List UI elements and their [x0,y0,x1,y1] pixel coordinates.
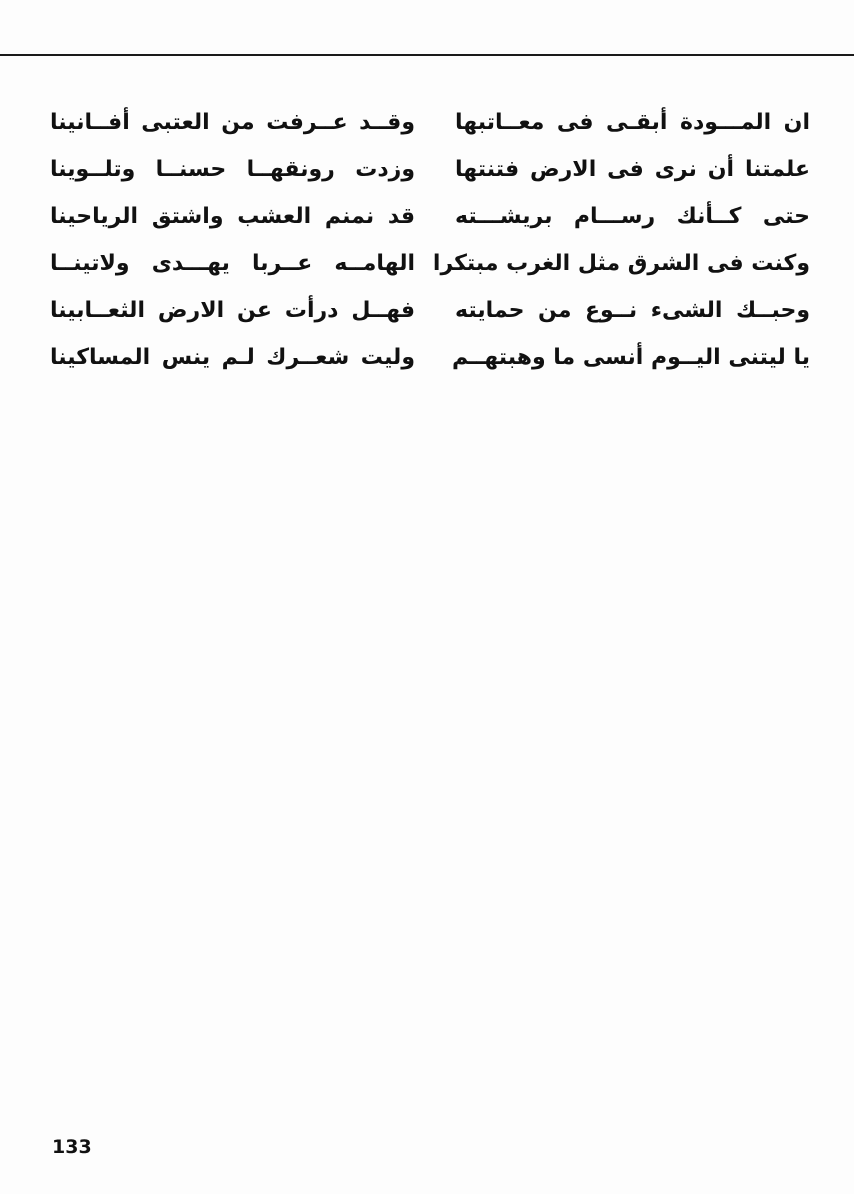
verse-first-hemistich: علمتنا أن نرى فى الارض فتنتها [455,157,810,182]
verse-line [50,100,810,146]
verse-first-hemistich: يا ليتنى اليــوم أنسى ما وهبتهــم [451,345,810,370]
verse-first-hemistich: ان المـــودة أبقـى فى معــاتبها [455,110,810,135]
verse-line [50,241,810,287]
verse-first-hemistich: حتى كــأنك رســـام بريشـــته [455,204,810,229]
page-number: 133 [52,1136,92,1158]
verse-second-hemistich: وزدت رونقهــا حسنــا وتلــوينا [50,157,415,182]
verse-second-hemistich: وقــد عــرفت من العتبى أفــانينا [50,110,415,135]
verse-line [50,335,810,381]
verse-second-hemistich: فهــل درأت عن الارض الثعــابينا [50,298,415,323]
verse-first-hemistich: وكنت فى الشرق مثل الغرب مبتكرا [432,251,810,276]
verse-second-hemistich: وليت شعــرك لـم ينس المساكينا [50,345,415,370]
verse-first-hemistich: وحبــك الشىء نــوع من حمايته [455,298,810,323]
verse-second-hemistich: الهامــه عــربا يهـــدى ولاتينــا [50,251,415,276]
poem-block [50,100,810,400]
verse-line [50,288,810,334]
verse-line [50,194,810,240]
header-rule [0,54,854,56]
verse-second-hemistich: قد نمنم العشب واشتق الرياحينا [50,204,415,229]
verse-line [50,147,810,193]
